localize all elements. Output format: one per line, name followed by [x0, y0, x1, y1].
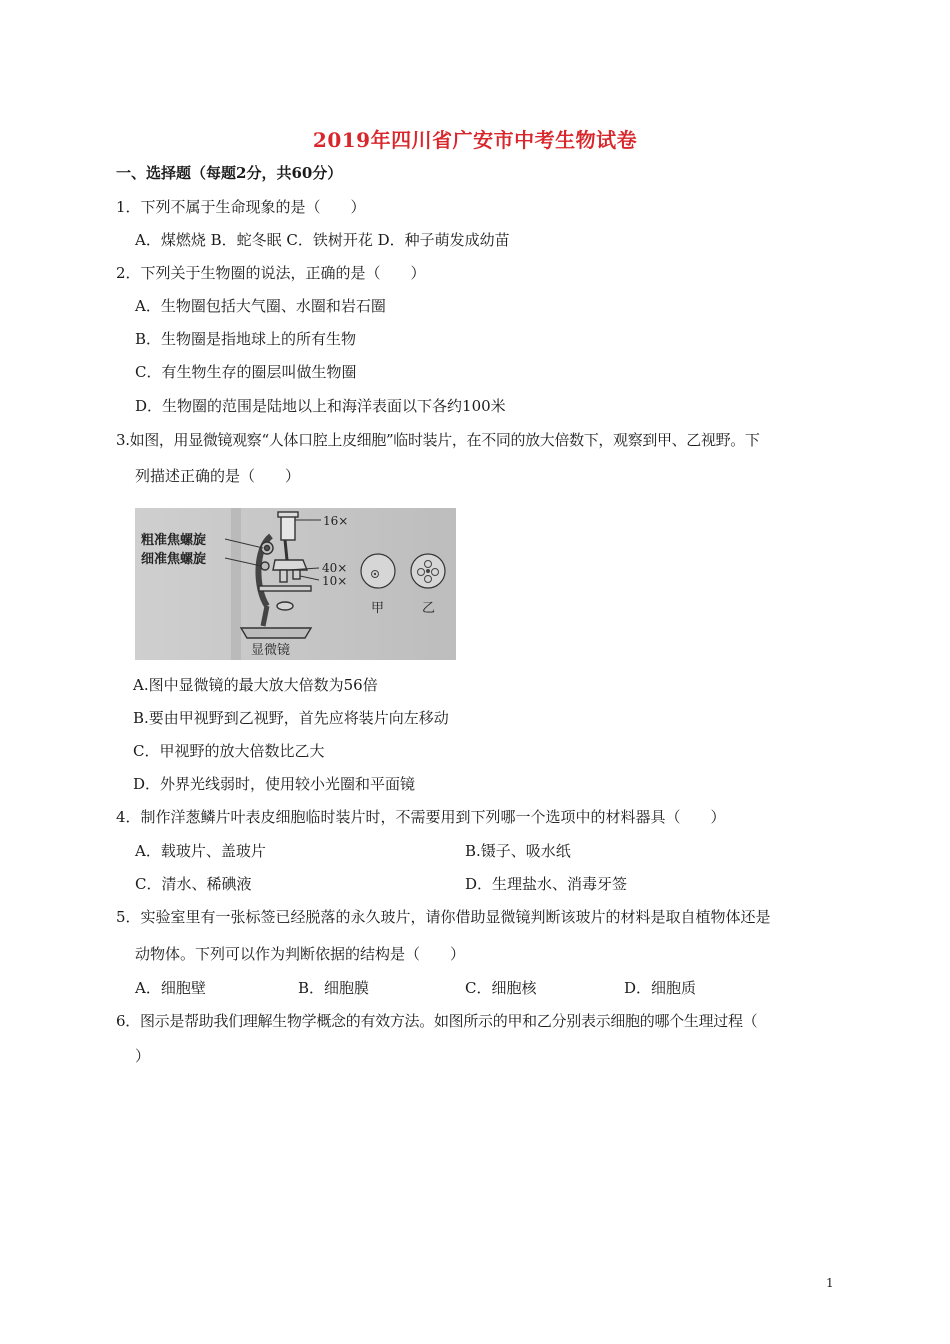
- question-1-options: A．煤燃烧 B．蛇冬眠 C．铁树开花 D．种子萌发成幼苗: [135, 231, 510, 249]
- question-2-stem: 2．下列关于生物圈的说法，正确的是（ ）: [116, 264, 426, 282]
- question-2-option-a: A．生物圈包括大气圈、水圈和岩石圈: [135, 297, 386, 315]
- eyepiece-magnification: 16×: [323, 514, 349, 528]
- fine-focus-label: 细准焦螺旋: [141, 552, 207, 567]
- question-1-stem: 1．下列不属于生命现象的是（ ）: [116, 198, 366, 216]
- coarse-focus-label: 粗准焦螺旋: [141, 533, 207, 548]
- question-5-stem-line-1: 5．实验室里有一张标签已经脱落的永久玻片，请你借助显微镜判断该玻片的材料是取自植物体还是: [116, 908, 771, 926]
- question-2-option-d: D．生物圈的范围是陆地以上和海洋表面以下各约100米: [135, 397, 506, 415]
- question-3-option-b: B.要由甲视野到乙视野，首先应将装片向左移动: [133, 709, 449, 727]
- page-number: 1: [826, 1276, 834, 1290]
- exam-title: 2019年四川省广安市中考生物试卷: [312, 128, 638, 152]
- question-4-option-d: D．生理盐水、消毒牙签: [465, 875, 628, 893]
- question-2-option-c: C．有生物生存的圈层叫做生物圈: [135, 363, 357, 381]
- question-4-option-c: C．清水、稀碘液: [135, 875, 252, 893]
- question-3-stem-line-1: 3.如图，用显微镜观察“人体口腔上皮细胞”临时装片，在不同的放大倍数下，观察到甲、乙视野。下: [116, 431, 760, 449]
- question-6-stem-line-2: ）: [135, 1047, 151, 1065]
- question-6-stem-line-1: 6．图示是帮助我们理解生物学概念的有效方法。如图所示的甲和乙分别表示细胞的哪个生理过程（: [116, 1012, 758, 1030]
- objective-low-magnification: 10×: [322, 574, 348, 588]
- question-4-stem: 4．制作洋葱鳞片叶表皮细胞临时装片时，不需要用到下列哪一个选项中的材料器具（ ）: [116, 808, 726, 826]
- question-5-option-c: C．细胞核: [465, 979, 537, 997]
- question-3-stem-line-2: 列描述正确的是（ ）: [135, 467, 301, 485]
- field-of-view-a: [361, 554, 395, 588]
- question-5-option-a: A．细胞壁: [135, 979, 206, 997]
- question-3-option-a: A.图中显微镜的最大放大倍数为56倍: [133, 676, 378, 694]
- question-5-option-d: D．细胞质: [624, 979, 697, 997]
- objective-high-magnification: 40×: [322, 561, 348, 575]
- section-heading: 一、选择题（每题2分，共60分）: [116, 164, 343, 182]
- microscope-figure: [135, 508, 456, 660]
- question-5-option-b: B．细胞膜: [298, 979, 370, 997]
- question-5-stem-line-2: 动物体。下列可以作为判断依据的结构是（ ）: [135, 945, 466, 963]
- question-4-option-a: A．载玻片、盖玻片: [135, 842, 266, 860]
- field-of-view-b-label: 乙: [422, 601, 436, 616]
- question-2-option-b: B．生物圈是指地球上的所有生物: [135, 330, 357, 348]
- question-4-option-b: B.镊子、吸水纸: [465, 842, 571, 860]
- microscope-caption: 显微镜: [251, 643, 291, 658]
- question-3-option-c: C．甲视野的放大倍数比乙大: [133, 742, 325, 760]
- microscope-diagram: [135, 508, 456, 660]
- question-3-option-d: D．外界光线弱时，使用较小光圈和平面镜: [133, 775, 416, 793]
- field-of-view-a-label: 甲: [371, 601, 385, 616]
